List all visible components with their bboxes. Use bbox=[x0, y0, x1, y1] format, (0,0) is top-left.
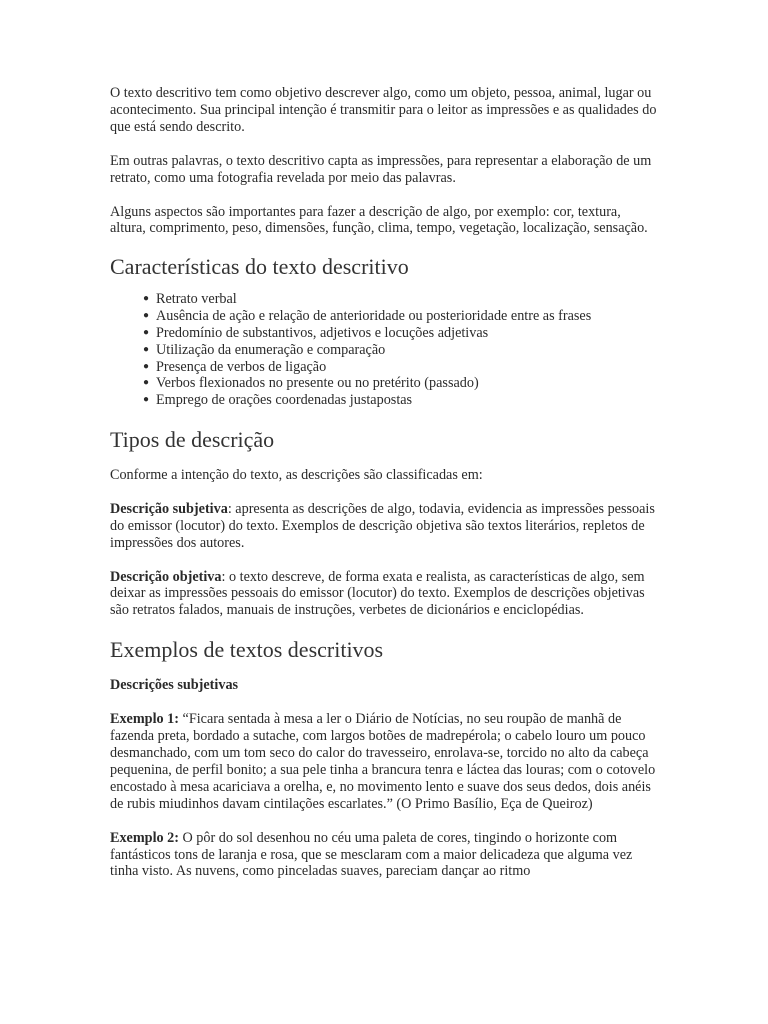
heading-exemplos: Exemplos de textos descritivos bbox=[110, 637, 384, 663]
tipos-intro: Conforme a intenção do texto, as descrições são classificadas em: bbox=[110, 466, 483, 483]
bullet-icon: ● bbox=[143, 310, 150, 322]
descricao-subjetiva-paragraph bbox=[110, 501, 660, 552]
exemplo-1-label: Exemplo 1: bbox=[110, 711, 179, 728]
bullet-icon: ● bbox=[143, 326, 150, 338]
bullet-icon: ● bbox=[143, 394, 150, 406]
list-item: ● Utilização da enumeração e comparação bbox=[143, 341, 386, 358]
objetiva-definition: : o texto descreve, de forma exata e realista, as características de algo, sem deixar as impressões pessoais do emissor (locutor) do texto. Exemplos de descrições objetivas são retratos falados, manuais de instruções, verbetes de dicionários e enciclopédias. bbox=[110, 568, 645, 619]
list-item: ● Emprego de orações coordenadas justapostas bbox=[143, 392, 413, 409]
bullet-icon: ● bbox=[143, 343, 150, 355]
exemplo-2-text: O pôr do sol desenhou no céu uma paleta de cores, tingindo o horizonte com fantásticos tons de laranja e rosa, que se mesclaram com a maior delicadeza que alguma vez tinha visto. As nuvens, como pinceladas suaves, pareciam dançar ao ritmo bbox=[110, 829, 633, 880]
exemplo-2-label: Exemplo 2: bbox=[110, 829, 179, 846]
list-item: ● Presença de verbos de ligação bbox=[143, 358, 327, 375]
subheading-descricoes-subjetivas: Descrições subjetivas bbox=[110, 677, 239, 694]
bullet-icon: ● bbox=[143, 293, 150, 305]
list-item: ● Ausência de ação e relação de anterioridade ou posterioridade entre as frases bbox=[143, 308, 592, 325]
list-item: ● Retrato verbal bbox=[143, 291, 237, 308]
heading-caracteristicas: Características do texto descritivo bbox=[110, 254, 409, 280]
bullet-icon: ● bbox=[143, 377, 150, 389]
term-subjetiva: Descrição subjetiva bbox=[110, 500, 228, 517]
subjetiva-definition: : apresenta as descrições de algo, todavia, evidencia as impressões pessoais do emissor (locutor) do texto. Exemplos de descrição objetiva são textos literários, repletos de impressões dos autores. bbox=[110, 500, 655, 551]
list-item: ● Predomínio de substantivos, adjetivos e locuções adjetivas bbox=[143, 324, 489, 341]
intro-paragraph-1: O texto descritivo tem como objetivo descrever algo, como um objeto, pessoa, animal, lugar ou acontecimento. Sua principal intenção é transmitir para o leitor as impressões e as qualidades do que está sendo descrito. bbox=[110, 85, 657, 135]
term-objetiva: Descrição objetiva bbox=[110, 568, 222, 585]
exemplo-1-text: “Ficara sentada à mesa a ler o Diário de Notícias, no seu roupão de manhã de fazenda preta, bordado a sutache, com largos botões de madrepérola; o cabelo louro um pouco desmanchado, com um tom seco do calor do travesseiro, enrolava-se, torcido no alto da cabeça pequenina, de perfil bonito; a sua pele tinha a brancura tenra e láctea das louras; com o cotovelo encostado à mesa acariciava a orelha, e, no movimento lento e suave dos seus dedos, dois anéis de rubis miudinhos davam cintilações escarlates.” (O Primo Basílio, Eça de Queiroz) bbox=[110, 711, 656, 812]
heading-tipos: Tipos de descrição bbox=[110, 426, 275, 452]
intro-paragraph-3: Alguns aspectos são importantes para fazer a descrição de algo, por exemplo: cor, textura, altura, comprimento, peso, dimensões, função, clima, tempo, vegetação, localização, sensação. bbox=[110, 203, 648, 237]
exemplo-1-paragraph bbox=[110, 711, 660, 812]
list-item: ● Verbos flexionados no presente ou no pretérito (passado) bbox=[143, 375, 479, 392]
intro-paragraph-2: Em outras palavras, o texto descritivo capta as impressões, para representar a elaboração de um retrato, como uma fotografia revelada por meio das palavras. bbox=[110, 152, 652, 186]
exemplo-2-paragraph bbox=[110, 830, 660, 881]
caracteristicas-list bbox=[110, 291, 660, 409]
document-page bbox=[110, 85, 660, 880]
bullet-icon: ● bbox=[143, 360, 150, 372]
descricao-objetiva-paragraph bbox=[110, 569, 660, 620]
